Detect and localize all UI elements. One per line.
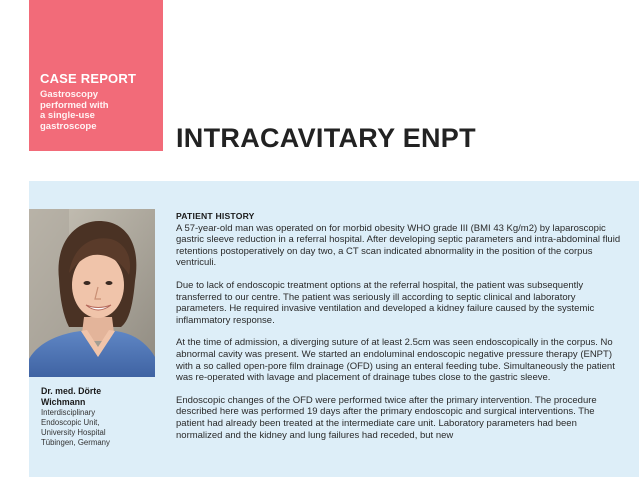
case-report-box: [29, 0, 163, 151]
author-affiliation: [41, 408, 151, 448]
section-heading: PATIENT HISTORY: [176, 211, 255, 221]
subtitle-line: Gastroscopy: [40, 89, 99, 100]
case-report-label: CASE REPORT: [40, 71, 137, 86]
affiliation-line: Tübingen, Germany: [41, 438, 110, 447]
article-body: [176, 211, 621, 452]
article-paragraph: At the time of admission, a diverging suture of at least 2.5cm was seen endoscopically in the corpus. No abnormal cavity was present. We started an endoluminal endoscopic negative pressure therapy (ENPT) with a so called open-pore film drainage (OFD) using an enteral feeding tube. Simultaneously the patient was re-operated with lavage and placement of drainage tubes close to the gastric sleeve.: [176, 337, 615, 384]
author-block: [41, 386, 151, 448]
subtitle-line: gastroscope: [40, 120, 97, 132]
affiliation-line: Endoscopic Unit,: [41, 418, 100, 427]
subtitle-line: a single-use: [40, 110, 95, 121]
affiliation-line: Interdisciplinary: [41, 408, 96, 417]
article-paragraph: Endoscopic changes of the OFD were performed twice after the primary intervention. The procedure described here was performed 19 days after the primary endoscopic and surgical interventions. The patient had already been treated at the intermediate care unit. Laboratory parameters had been normalized and the kidney and lung failures had receded, but new: [176, 394, 597, 441]
page-title: INTRACAVITARY ENPT: [176, 123, 476, 153]
subtitle-line: performed with: [40, 99, 109, 111]
author-name-line: Dr. med. Dörte: [41, 386, 102, 396]
article-paragraph: Due to lack of endoscopic treatment options at the referral hospital, the patient was subsequently transferred to our centre. The patient was seriously ill according to septic clinical and laboratory parameters. He required invasive ventilation and developed a kidney failure caused by the systemic inflammatory response.: [176, 279, 595, 326]
author-photo: [29, 209, 155, 377]
author-name-line: Wichmann: [41, 397, 86, 407]
case-report-subtitle: [40, 90, 155, 132]
author-name: [41, 386, 151, 408]
article-paragraph: A 57-year-old man was operated on for morbid obesity WHO grade III (BMI 43 Kg/m2) by laparoscopic gastric sleeve reduction in a referral hospital. After developing septic parameters and intra-abdominal fluid retentions postoperatively on day two, a CT scan indicated abnormality in the position of the corpus ventriculi.: [176, 222, 621, 269]
author-portrait-image: [29, 209, 155, 377]
affiliation-line: University Hospital: [41, 428, 106, 437]
